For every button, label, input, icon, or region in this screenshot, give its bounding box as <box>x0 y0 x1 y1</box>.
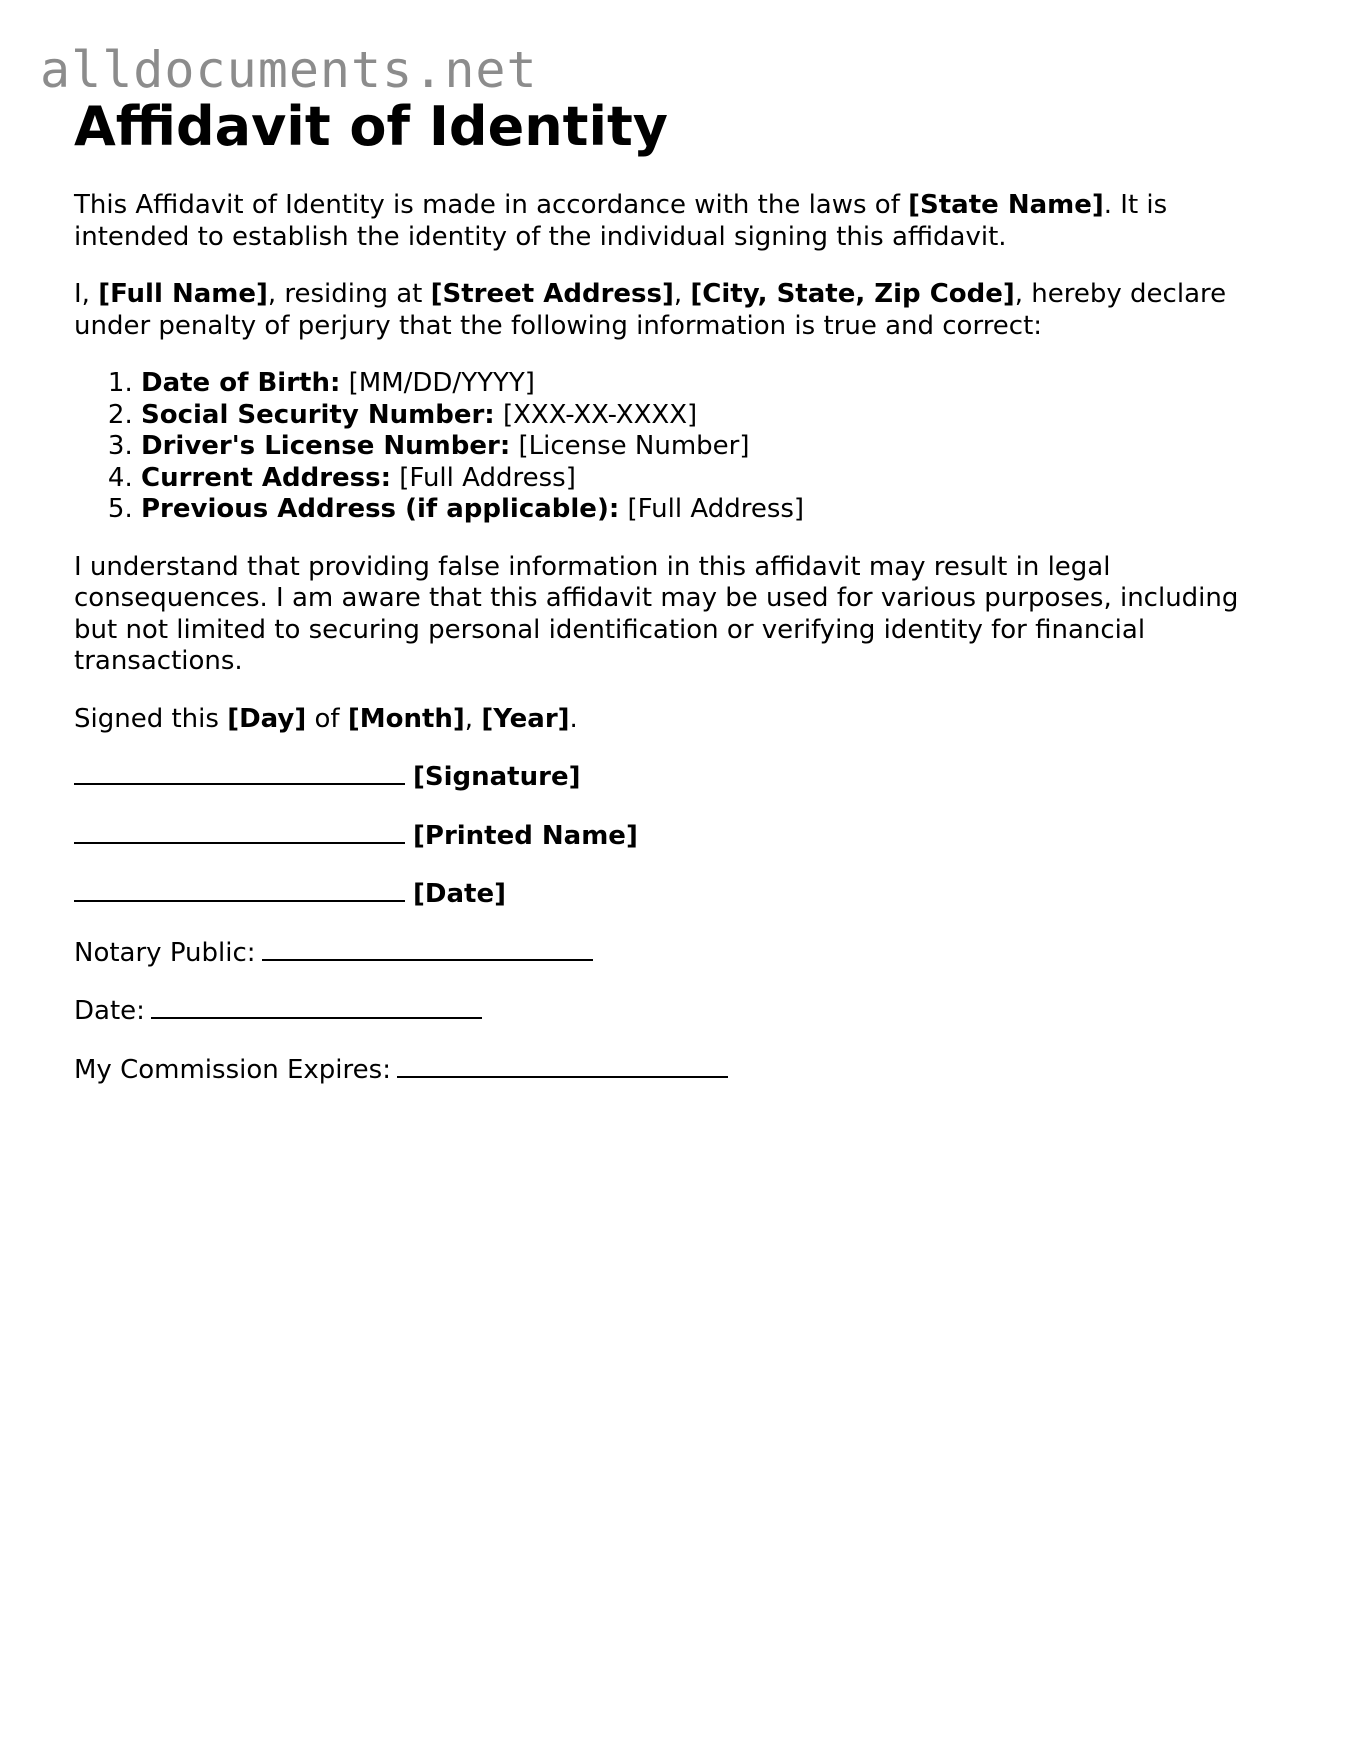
commission-blank[interactable] <box>397 1054 728 1078</box>
full-name-placeholder: [Full Name] <box>98 279 268 309</box>
item-value: [MM/DD/YYYY] <box>340 368 535 398</box>
item-value: [License Number] <box>510 431 750 461</box>
item-value: [Full Address] <box>391 462 576 493</box>
signed-text-pre: Signed this <box>74 703 228 734</box>
list-item <box>141 400 1274 432</box>
signature-label: [Signature] <box>413 762 581 792</box>
printed-name-label: [Printed Name] <box>413 820 638 851</box>
item-label: Social Security Number: <box>141 399 495 430</box>
intro-paragraph <box>74 190 1234 253</box>
notary-blank[interactable] <box>262 937 593 961</box>
date-blank[interactable] <box>74 878 405 902</box>
notary-date-blank[interactable] <box>151 995 482 1019</box>
month-placeholder: [Month] <box>347 703 465 734</box>
date-line <box>74 878 1274 911</box>
year-placeholder: [Year] <box>481 703 570 734</box>
item-value: [XXX-XX-XXXX] <box>494 399 698 430</box>
list-item <box>141 368 1274 400</box>
notary-date-line <box>74 995 1274 1028</box>
item-label: Previous Address (if applicable): <box>141 494 620 524</box>
item-value: [Full Address] <box>619 494 805 524</box>
state-name-placeholder: [State Name] <box>908 190 1104 220</box>
signature-blank[interactable] <box>74 761 405 785</box>
notary-date-label: Date: <box>74 996 145 1026</box>
date-label: [Date] <box>413 879 506 909</box>
page-title: Affidavit of Identity <box>74 95 668 158</box>
signed-text-of: of <box>306 703 348 734</box>
info-list <box>74 368 1274 526</box>
signature-line <box>74 761 1274 794</box>
commission-line <box>74 1054 1274 1087</box>
notary-line <box>74 937 1274 970</box>
decl-text-mid: , residing at <box>267 279 431 309</box>
decl-text-pre: I, <box>74 279 99 309</box>
city-state-zip-placeholder: [City, State, Zip Code] <box>690 279 1015 309</box>
list-item <box>141 494 1274 526</box>
day-placeholder: [Day] <box>227 703 307 734</box>
list-item <box>141 431 1274 463</box>
notary-label: Notary Public: <box>74 937 256 968</box>
item-label: Driver's License Number: <box>141 431 511 461</box>
signed-text-end: . <box>569 703 578 734</box>
declaration-paragraph <box>74 279 1274 342</box>
decl-text-sep: , <box>673 279 691 309</box>
printed-name-line <box>74 820 1274 853</box>
intro-text-pre: This Affidavit of Identity is made in accordance with the laws of <box>74 190 909 220</box>
item-label: Current Address: <box>141 462 392 493</box>
intro-text-post: . It is intended to establish the identity of the individual signing this affidavit. <box>74 190 1168 252</box>
printed-name-blank[interactable] <box>74 820 405 844</box>
item-label: Date of Birth: <box>141 368 341 398</box>
commission-label: My Commission Expires: <box>74 1054 391 1085</box>
decl-text-post: , hereby declare under penalty of perjury that the following information is true and correct: <box>74 279 1227 341</box>
understand-paragraph: I understand that providing false information in this affidavit may result in legal consequences. I am aware that this affidavit may be used for various purposes, including but not limited to securing personal identification or verifying identity for financial transactions. <box>74 551 1239 676</box>
signed-text-comma: , <box>464 703 482 734</box>
list-item <box>141 463 1274 495</box>
document <box>74 92 1274 1086</box>
signed-line <box>74 704 1274 736</box>
watermark: alldocuments.net <box>40 41 538 99</box>
street-address-placeholder: [Street Address] <box>430 279 674 309</box>
